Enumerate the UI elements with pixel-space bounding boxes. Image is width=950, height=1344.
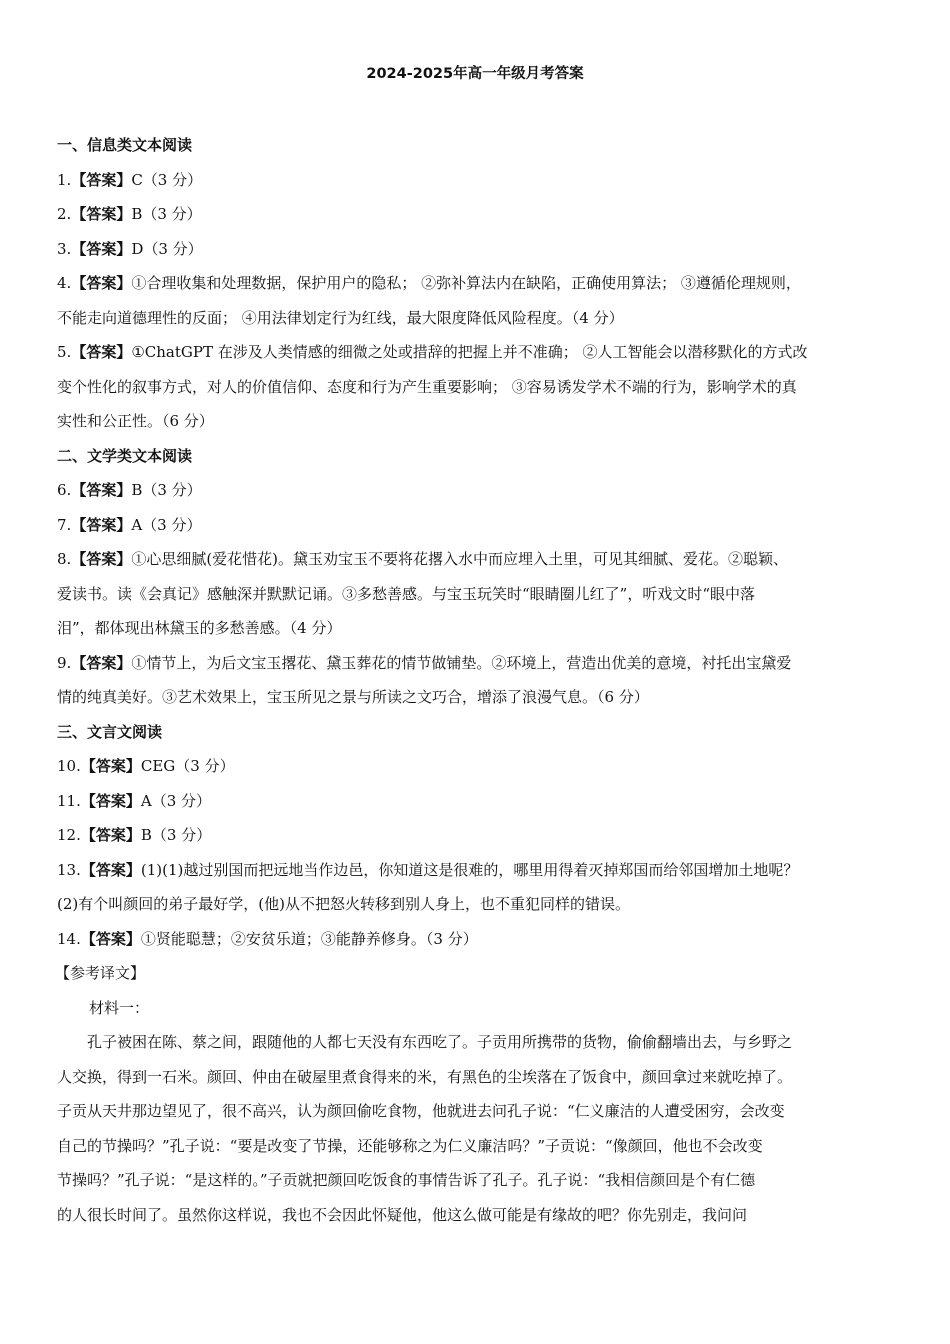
answer-item-4-cont: 不能走向道德理性的反面； ④用法律划定行为红线，最大限度降低风险程度。（4 分） <box>57 308 624 327</box>
answer-item-13: 13.【答案】(1)(1)越过别国而把远地当作边邑，你知道这是很难的，哪里用得着灭掉郑国而给邻国增加土地呢？ <box>57 860 799 879</box>
answer-item-11: 11.【答案】A（3 分） <box>57 791 212 810</box>
answer-item-2: 2.【答案】B（3 分） <box>57 205 202 223</box>
answer-item-14: 14.【答案】①贤能聪慧；②安贫乐道；③能静养修身。（3 分） <box>57 929 478 948</box>
answer-item-10: 10.【答案】CEG（3 分） <box>57 757 235 775</box>
answer-item-6: 6.【答案】B（3 分） <box>57 481 202 499</box>
page-title: 2024-2025年高一年级月考答案 <box>366 66 584 82</box>
translation-heading: 【参考译文】 <box>55 964 146 982</box>
translation-paragraph-line: 孔子被困在陈、蔡之间，跟随他的人都七天没有东西吃了。子贡用所携带的货物，偷偷翻墙出去，与乡野之 <box>87 1033 793 1051</box>
answer-item-9: 9.【答案】①情节上，为后文宝玉撂花、黛玉葬花的情节做铺垫。②环境上，营造出优美的意境，衬托出宝黛爱 <box>57 653 792 672</box>
answer-item-7: 7.【答案】A（3 分） <box>57 515 202 534</box>
section-heading-3: 三、文言文阅读 <box>57 722 163 741</box>
translation-paragraph-line: 节操吗？”孔子说：“是这样的。”子贡就把颜回吃饭食的事情告诉了孔子。孔子说：“我相信颜回是个有仁德 <box>57 1171 756 1189</box>
answer-item-8: 8.【答案】①心思细腻(爱花惜花)。黛玉劝宝玉不要将花撂入水中而应埋入土里，可见其细腻、爱花。②聪颖、 <box>57 550 789 568</box>
answer-item-4: 4.【答案】①合理收集和处理数据，保护用户的隐私； ②弥补算法内在缺陷，正确使用算法； ③遵循伦理规则， <box>57 274 801 292</box>
translation-paragraph-line: 自己的节操吗？”孔子说：“要是改变了节操，还能够称之为仁义廉洁吗？”子贡说：“像颜回，他也不会改变 <box>57 1136 763 1155</box>
translation-paragraph-line: 人交换，得到一石米。颜回、仲由在破屋里煮食得来的米，有黑色的尘埃落在了饭食中，颜回拿过来就吃掉了。 <box>57 1067 793 1086</box>
translation-paragraph-line: 子贡从天井那边望见了，很不高兴，认为颜回偷吃食物，他就进去问孔子说：“仁义廉洁的人遭受困穷，会改变 <box>57 1102 785 1120</box>
answer-item-8-cont: 爱读书。读《会真记》感触深并默默记诵。③多愁善感。与宝玉玩笑时“眼睛圈儿红了”，听戏文时“眼中落 <box>57 584 756 603</box>
answer-item-5: 5.【答案】①ChatGPT 在涉及人类情感的细微之处或措辞的把握上并不准确； ②人工智能会以潜移默化的方式改 <box>57 343 808 361</box>
section-heading-1: 一、信息类文本阅读 <box>57 136 193 154</box>
answer-item-12: 12.【答案】B（3 分） <box>57 826 212 844</box>
answer-item-13-cont: (2)有个叫颜回的弟子最好学，(他)从不把怒火转移到别人身上，也不重犯同样的错误。 <box>57 895 630 913</box>
answer-item-5-cont: 变个性化的叙事方式，对人的价值信仰、态度和行为产生重要影响； ③容易诱发学术不端的行为，影响学术的真 <box>57 377 797 396</box>
answer-item-5-cont: 实性和公正性。（6 分） <box>57 412 214 430</box>
answer-item-3: 3.【答案】D（3 分） <box>57 239 203 258</box>
material-label: 材料一： <box>89 998 150 1017</box>
document-body <box>57 128 905 1232</box>
answer-item-9-cont: 情的纯真美好。③艺术效果上，宝玉所见之景与所读之文巧合，增添了浪漫气息。（6 分） <box>57 688 649 706</box>
section-heading-2: 二、文学类文本阅读 <box>57 446 193 465</box>
answer-item-1: 1.【答案】C（3 分） <box>57 170 203 189</box>
translation-paragraph-line: 的人很长时间了。虽然你这样说，我也不会因此怀疑他，他这么做可能是有缘故的吧？你先别走，我问问 <box>57 1205 748 1224</box>
answer-item-8-cont: 泪”，都体现出林黛玉的多愁善感。（4 分） <box>57 619 342 637</box>
